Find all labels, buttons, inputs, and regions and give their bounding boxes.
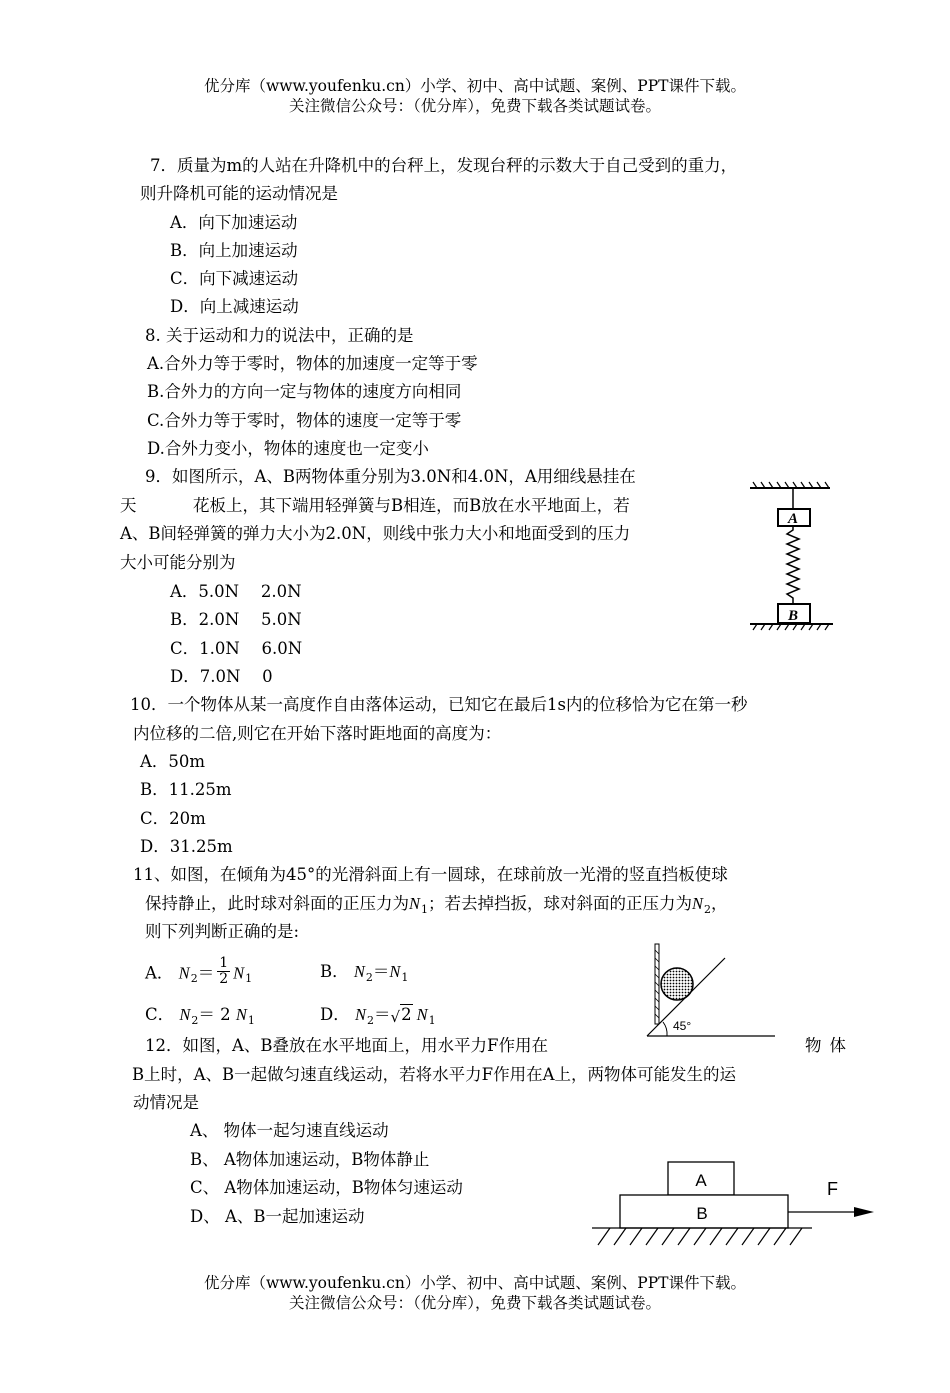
q11-stem-line2 [145,894,728,916]
option-d-label: D． [320,1005,350,1024]
q9-stem-line2a: 天 [120,496,137,515]
q11-option-b [320,962,409,984]
q9-spring-figure [745,478,840,638]
ball [661,968,693,1000]
page-footer-line1: 优分库（www.youfenku.cn）小学、初中、高中试题、案例、PPT课件下载。 [203,1274,747,1292]
q11-stem-line1: 11、如图，在倾角为45°的光滑斜面上有一圆球，在球前放一光滑的竖直挡板使球 [133,865,728,884]
comma: ， [711,894,728,913]
symbol-n: N [416,1005,428,1024]
page-header-line1: 优分库（www.youfenku.cn）小学、初中、高中试题、案例、PPT课件下载。 [203,77,747,95]
q9-stem-line1: 9．如图所示，A、B两物体重分别为3.0N和4.0N，A用细线悬挂在 [145,467,636,486]
q7-stem-line1: 7．质量为m的人站在升降机中的台秤上，发现台秤的示数大于自己受到的重力， [150,156,738,175]
subscript-1: 1 [428,1014,436,1027]
q12-stem-line3: 动情况是 [133,1093,199,1112]
page-footer-line2: 关注微信公众号：（优分库），免费下载各类试题试卷。 [288,1294,661,1312]
q11-stem-line3: 则下列判断正确的是: [145,922,300,941]
q9-option-c: C．1.0N 6.0N [170,639,303,658]
q8-option-c: C.合外力等于零时，物体的速度一定等于零 [147,411,462,430]
q9-stem-line2b: 花板上，其下端用轻弹簧与B相连，而B放在水平地面上，若 [193,496,630,515]
q10-option-a: A．50m [140,752,206,771]
symbol-n: N [178,963,190,983]
symbol-n: N [353,962,365,981]
subscript-2: 2 [365,971,373,984]
q11-incline-figure [645,940,780,1040]
q8-stem: 8. 关于运动和力的说法中，正确的是 [145,326,414,345]
subscript-2: 2 [190,972,198,986]
q12-stem-line1a: 12．如图，A、B叠放在水平地面上，用水平力F作用在 [145,1036,548,1055]
q7-stem-line2: 则升降机可能的运动情况是 [140,184,338,203]
subscript-1: 1 [247,1014,255,1027]
subscript-2: 2 [704,903,712,916]
block-a-label: A [787,511,799,527]
spring [787,526,799,604]
fraction-one-half [217,956,230,988]
q9-option-a: A．5.0N 2.0N [170,582,302,601]
q11-option-a [145,955,253,990]
block-b-label: B [787,608,799,624]
option-b-label: B． [320,962,349,981]
equals-sign: ＝ [372,962,390,981]
q12-option-a: A、 物体一起匀速直线运动 [190,1121,389,1140]
sqrt-symbol: √ [390,1008,401,1026]
symbol-n: N [389,962,401,981]
q7-option-b: B．向上加速运动 [170,241,298,260]
fraction-denominator: 2 [219,971,229,988]
option-c-label: C． [145,1005,175,1024]
subscript-1: 1 [421,903,429,916]
q7-option-d: D．向上减速运动 [170,297,299,316]
q12-stacked-blocks-figure [592,1155,882,1250]
q11-option-c [145,1005,255,1027]
q8-option-a: A.合外力等于零时，物体的加速度一定等于零 [147,354,478,373]
equals-sign: ＝ [198,1005,215,1024]
vertical-baffle [655,944,659,1024]
ceiling-hatch [750,482,830,488]
coefficient-two: 2 [220,1005,231,1024]
subscript-2: 2 [191,1014,199,1027]
q11-option-d [320,1005,436,1027]
q8-option-d: D.合外力变小，物体的速度也一定变小 [147,439,429,458]
arrowhead [854,1207,874,1217]
q10-option-c: C．20m [140,809,206,828]
equals-sign: ＝ [374,1005,391,1024]
symbol-n: N [235,1005,247,1024]
q8-option-b: B.合外力的方向一定与物体的速度方向相同 [147,382,462,401]
q12-stem-line2: B上时，A、B一起做匀速直线运动，若将水平力F作用在A上，两物体可能发生的运 [132,1065,737,1084]
q10-stem-line1: 10．一个物体从某一高度作自由落体运动，已知它在最后1s内的位移恰为它在第一秒 [130,695,748,714]
angle-arc [663,1022,667,1036]
q9-stem-line3: A、B间轻弹簧的弹力大小为2.0N，则线中张力大小和地面受到的压力 [120,524,631,543]
ground-hatch [592,1228,812,1245]
q11-stem-line2b: ；若去掉挡扳，球对斜面的正压力为 [428,894,693,913]
block-a-label: A [695,1171,707,1190]
symbol-n: N [409,894,421,913]
fraction-numerator: 1 [219,955,229,971]
page-header-line2: 关注微信公众号：（优分库），免费下载各类试题试卷。 [288,97,661,115]
q7-option-c: C．向下减速运动 [170,269,299,288]
symbol-n: N [179,1005,191,1024]
q12-option-d: D、 A、B一起加速运动 [190,1207,365,1226]
q12-option-b: B、 A物体加速运动，B物体静止 [190,1150,430,1169]
subscript-1: 1 [245,972,253,986]
subscript-2: 2 [367,1014,374,1027]
symbol-n: N [233,963,245,983]
q9-option-b: B．2.0N 5.0N [170,610,302,629]
q11-stem-line2a: 保持静止，此时球对斜面的正压力为 [145,894,409,913]
subscript-1: 1 [401,971,409,984]
ground-hatch [750,624,833,630]
option-a-label: A． [145,963,174,983]
angle-label: 45° [673,1019,692,1033]
q10-stem-line2: 内位移的二倍,则它在开始下落时距地面的高度为： [133,724,502,743]
q7-option-a: A．向下加速运动 [170,213,298,232]
q12-option-c: C、 A物体加速运动，B物体匀速运动 [190,1178,463,1197]
q9-stem-line4: 大小可能分别为 [120,553,236,572]
block-b-label: B [696,1204,708,1223]
symbol-n: N [354,1005,366,1024]
q9-option-d: D．7.0N 0 [170,667,273,686]
force-label: F [827,1179,838,1199]
q12-stem-line1b: 物体 [805,1036,854,1055]
q10-option-d: D．31.25m [140,837,233,856]
equals-sign: ＝ [197,963,215,983]
q10-option-b: B．11.25m [140,780,232,799]
sqrt-radicand: 2 [401,1005,412,1024]
symbol-n: N [692,894,704,913]
